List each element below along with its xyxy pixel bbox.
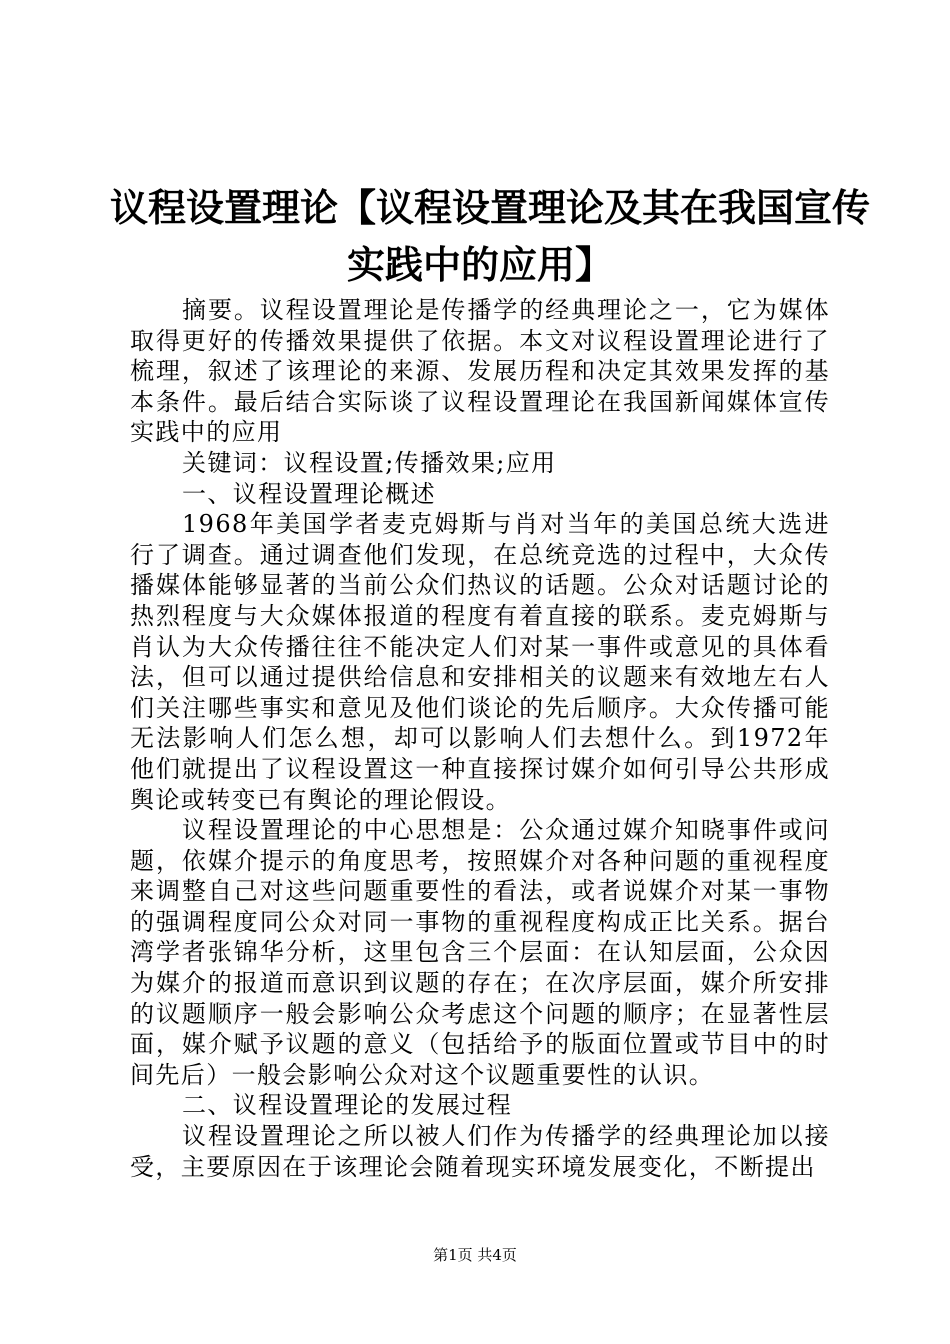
body-paragraph: 议程设置理论之所以被人们作为传播学的经典理论加以接受，主要原因在于该理论会随着现实环境发展变化，不断提出 (130, 1122, 830, 1181)
section-heading-2: 二、议程设置理论的发展过程 (182, 1091, 513, 1120)
document-title-line-2: 实践中的应用】 (346, 242, 613, 287)
page-number-footer: 第1页 共4页 (433, 1246, 517, 1264)
document-title-line-1: 议程设置理论【议程设置理论及其在我国宣传 (110, 185, 871, 230)
abstract-paragraph: 摘要。议程设置理论是传播学的经典理论之一，它为媒体取得更好的传播效果提供了依据。本文对议程设置理论进行了梳理，叙述了该理论的来源、发展历程和决定其效果发挥的基本条件。最后结合实际谈了议程设置理论在我国新闻媒体宣传实践中的应用 (130, 296, 830, 447)
keywords-paragraph: 关键词：议程设置;传播效果;应用 (182, 448, 557, 477)
document-body (130, 295, 830, 1182)
body-paragraph: 1968年美国学者麦克姆斯与肖对当年的美国总统大选进行了调查。通过调查他们发现，在总统竞选的过程中，大众传播媒体能够显著的当前公众们热议的话题。公众对话题讨论的热烈程度与大众媒体报道的程度有着直接的联系。麦克姆斯与肖认为大众传播往往不能决定人们对某一事件或意见的具体看法，但可以通过提供给信息和安排相关的议题来有效地左右人们关注哪些事实和意见及他们谈论的先后顺序。大众传播可能无法影响人们怎么想，却可以影响人们去想什么。到1972年他们就提出了议程设置这一种直接探讨媒介如何引导公共形成舆论或转变已有舆论的理论假设。 (130, 510, 830, 814)
section-heading-1: 一、议程设置理论概述 (182, 479, 436, 508)
body-paragraph: 议程设置理论的中心思想是：公众通过媒介知晓事件或问题，依媒介提示的角度思考，按照媒介对各种问题的重视程度来调整自己对这些问题重要性的看法，或者说媒介对某一事物的强调程度同公众对同一事物的重视程度构成正比关系。据台湾学者张锦华分析，这里包含三个层面：在认知层面，公众因为媒介的报道而意识到议题的存在；在次序层面，媒介所安排的议题顺序一般会影响公众考虑这个问题的顺序；在显著性层面，媒介赋予议题的意义（包括给予的版面位置或节目中的时间先后）一般会影响公众对这个议题重要性的认识。 (130, 816, 830, 1089)
